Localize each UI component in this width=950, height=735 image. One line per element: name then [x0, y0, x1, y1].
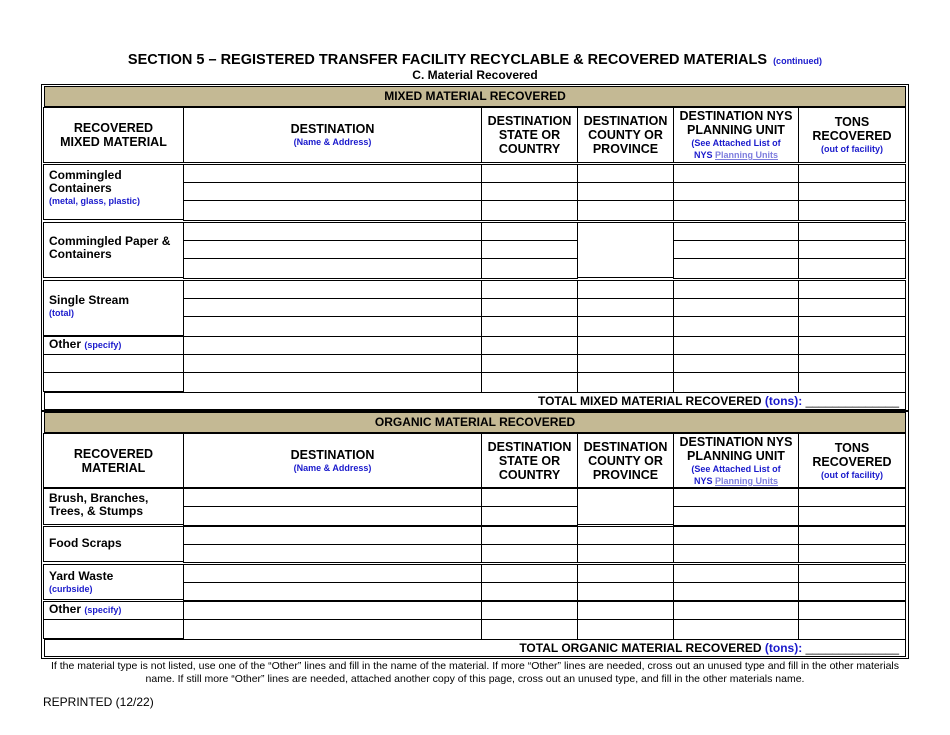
- mixed-county-cell[interactable]: [577, 222, 674, 278]
- mixed-destination-cell[interactable]: [183, 164, 482, 183]
- organic-state-cell[interactable]: [481, 601, 578, 620]
- mixed-planning-cell[interactable]: [673, 336, 799, 355]
- mixed-planning-cell[interactable]: [673, 258, 799, 279]
- mixed-planning-cell[interactable]: [673, 354, 799, 373]
- mixed-other-blank-1[interactable]: [43, 354, 184, 373]
- mixed-destination-cell[interactable]: [183, 182, 482, 201]
- mixed-tons-cell[interactable]: [798, 258, 906, 279]
- mixed-county-cell[interactable]: [577, 336, 674, 355]
- mixed-tons-cell[interactable]: [798, 298, 906, 317]
- organic-tons-cell[interactable]: [798, 544, 906, 563]
- mixed-destination-cell[interactable]: [183, 258, 482, 279]
- organic-col-state: DESTINATION STATE OR COUNTRY: [481, 433, 578, 488]
- mixed-tons-cell[interactable]: [798, 354, 906, 373]
- mixed-col-state: DESTINATION STATE OR COUNTRY: [481, 107, 578, 163]
- organic-destination-cell[interactable]: [183, 619, 482, 640]
- organic-destination-cell[interactable]: [183, 601, 482, 620]
- mixed-tons-cell[interactable]: [798, 280, 906, 299]
- mixed-category-commingled-containers: Commingled Containers (metal, glass, plastic): [43, 164, 184, 220]
- organic-tons-cell[interactable]: [798, 488, 906, 507]
- organic-planning-cell[interactable]: [673, 488, 799, 507]
- continued-label: (continued): [773, 56, 823, 66]
- organic-planning-cell[interactable]: [673, 544, 799, 563]
- organic-col-material: RECOVERED MATERIAL: [43, 433, 184, 488]
- mixed-col-planning: DESTINATION NYS PLANNING UNIT (See Attached List of NYS Planning Units: [673, 107, 799, 163]
- mixed-tons-cell[interactable]: [798, 336, 906, 355]
- planning-units-link[interactable]: Planning Units: [715, 475, 779, 486]
- mixed-destination-cell[interactable]: [183, 280, 482, 299]
- organic-destination-cell[interactable]: [183, 564, 482, 583]
- organic-col-destination: DESTINATION (Name & Address): [183, 433, 482, 488]
- mixed-destination-cell[interactable]: [183, 200, 482, 221]
- organic-tons-cell[interactable]: [798, 619, 906, 640]
- mixed-tons-cell[interactable]: [798, 222, 906, 241]
- mixed-county-cell[interactable]: [577, 280, 674, 299]
- reprint-label: REPRINTED (12/22): [43, 695, 154, 709]
- organic-county-cell[interactable]: [577, 526, 674, 545]
- section-title: [0, 51, 950, 69]
- planning-units-link[interactable]: Planning Units: [715, 150, 779, 160]
- section-title-text: SECTION 5 – REGISTERED TRANSFER FACILITY RECYCLABLE & RECOVERED MATERIALS: [127, 52, 768, 68]
- organic-tons-cell[interactable]: [798, 601, 906, 620]
- mixed-tons-cell[interactable]: [798, 372, 906, 393]
- mixed-col-destination: DESTINATION (Name & Address): [183, 107, 482, 163]
- mixed-state-cell[interactable]: [481, 182, 578, 201]
- mixed-county-cell[interactable]: [577, 298, 674, 317]
- organic-state-cell[interactable]: [481, 544, 578, 563]
- organic-total-input[interactable]: ______________: [805, 641, 899, 655]
- mixed-total-input[interactable]: ______________: [805, 394, 899, 408]
- mixed-state-cell[interactable]: [481, 316, 578, 337]
- mixed-planning-cell[interactable]: [673, 222, 799, 241]
- organic-county-cell[interactable]: [577, 488, 674, 525]
- organic-county-cell[interactable]: [577, 564, 674, 583]
- organic-total-row: TOTAL ORGANIC MATERIAL RECOVERED (tons): ______________: [44, 639, 906, 657]
- mixed-band: MIXED MATERIAL RECOVERED: [44, 86, 906, 107]
- organic-tons-cell[interactable]: [798, 564, 906, 583]
- mixed-col-material: RECOVERED MIXED MATERIAL: [43, 107, 184, 163]
- mixed-state-cell[interactable]: [481, 298, 578, 317]
- organic-category-food-scraps: Food Scraps: [43, 526, 184, 562]
- mixed-state-cell[interactable]: [481, 280, 578, 299]
- organic-state-cell[interactable]: [481, 582, 578, 601]
- mixed-destination-cell[interactable]: [183, 354, 482, 373]
- mixed-county-cell[interactable]: [577, 354, 674, 373]
- mixed-planning-cell[interactable]: [673, 280, 799, 299]
- section-subtitle: C. Material Recovered: [412, 68, 538, 82]
- mixed-state-cell[interactable]: [481, 354, 578, 373]
- organic-planning-cell[interactable]: [673, 601, 799, 620]
- organic-tons-cell[interactable]: [798, 526, 906, 545]
- mixed-planning-cell[interactable]: [673, 164, 799, 183]
- mixed-tons-cell[interactable]: [798, 182, 906, 201]
- organic-col-tons: TONS RECOVERED (out of facility): [798, 433, 906, 488]
- mixed-tons-cell[interactable]: [798, 316, 906, 337]
- mixed-destination-cell[interactable]: [183, 298, 482, 317]
- mixed-col-county: DESTINATION COUNTY OR PROVINCE: [577, 107, 674, 163]
- mixed-state-cell[interactable]: [481, 258, 578, 279]
- organic-planning-cell[interactable]: [673, 506, 799, 526]
- mixed-planning-cell[interactable]: [673, 316, 799, 337]
- organic-state-cell[interactable]: [481, 506, 578, 526]
- mixed-category-commingled-paper: Commingled Paper & Containers: [43, 222, 184, 278]
- organic-col-county: DESTINATION COUNTY OR PROVINCE: [577, 433, 674, 488]
- mixed-state-cell[interactable]: [481, 222, 578, 241]
- organic-band: ORGANIC MATERIAL RECOVERED: [44, 412, 906, 433]
- mixed-destination-cell[interactable]: [183, 240, 482, 259]
- mixed-county-cell[interactable]: [577, 164, 674, 183]
- mixed-state-cell[interactable]: [481, 372, 578, 393]
- organic-county-cell[interactable]: [577, 582, 674, 601]
- mixed-destination-cell[interactable]: [183, 336, 482, 355]
- organic-tons-cell[interactable]: [798, 582, 906, 601]
- organic-planning-cell[interactable]: [673, 564, 799, 583]
- organic-state-cell[interactable]: [481, 526, 578, 545]
- organic-planning-cell[interactable]: [673, 619, 799, 640]
- organic-destination-cell[interactable]: [183, 582, 482, 601]
- mixed-destination-cell[interactable]: [183, 316, 482, 337]
- organic-state-cell[interactable]: [481, 619, 578, 640]
- mixed-total-row: TOTAL MIXED MATERIAL RECOVERED (tons): ______________: [44, 392, 906, 410]
- organic-planning-cell[interactable]: [673, 526, 799, 545]
- organic-tons-cell[interactable]: [798, 506, 906, 526]
- organic-destination-cell[interactable]: [183, 526, 482, 545]
- mixed-planning-cell[interactable]: [673, 200, 799, 221]
- organic-county-cell[interactable]: [577, 601, 674, 620]
- organic-category-brush: Brush, Branches, Trees, & Stumps: [43, 488, 184, 525]
- mixed-tons-cell[interactable]: [798, 200, 906, 221]
- mixed-planning-cell[interactable]: [673, 182, 799, 201]
- mixed-category-single-stream: Single Stream (total): [43, 280, 184, 336]
- mixed-planning-cell[interactable]: [673, 298, 799, 317]
- mixed-state-cell[interactable]: [481, 240, 578, 259]
- organic-county-cell[interactable]: [577, 544, 674, 563]
- organic-other-blank-1[interactable]: [43, 619, 184, 639]
- mixed-destination-cell[interactable]: [183, 222, 482, 241]
- organic-state-cell[interactable]: [481, 488, 578, 507]
- organic-county-cell[interactable]: [577, 619, 674, 640]
- mixed-planning-cell[interactable]: [673, 240, 799, 259]
- instruction-note: If the material type is not listed, use one of the “Other” lines and fill in the name of the material. If more “Other” lines are needed, cross out an unused type and fill in the other materials name. If still more “Other” lines are needed, attached another copy of this page, cross out an unused type, and fill in the other materials name.: [50, 660, 900, 685]
- organic-planning-cell[interactable]: [673, 582, 799, 601]
- organic-destination-cell[interactable]: [183, 544, 482, 563]
- mixed-county-cell[interactable]: [577, 372, 674, 393]
- mixed-state-cell[interactable]: [481, 200, 578, 221]
- mixed-destination-cell[interactable]: [183, 372, 482, 393]
- mixed-col-tons: TONS RECOVERED (out of facility): [798, 107, 906, 163]
- mixed-state-cell[interactable]: [481, 164, 578, 183]
- mixed-category-other: Other (specify): [43, 336, 184, 355]
- mixed-county-cell[interactable]: [577, 316, 674, 337]
- mixed-other-blank-2[interactable]: [43, 372, 184, 392]
- organic-category-other: Other (specify): [43, 601, 184, 620]
- organic-destination-cell[interactable]: [183, 506, 482, 526]
- organic-destination-cell[interactable]: [183, 488, 482, 507]
- mixed-tons-cell[interactable]: [798, 240, 906, 259]
- mixed-county-cell[interactable]: [577, 200, 674, 221]
- mixed-planning-cell[interactable]: [673, 372, 799, 393]
- mixed-state-cell[interactable]: [481, 336, 578, 355]
- organic-col-planning: DESTINATION NYS PLANNING UNIT (See Attached List of NYS Planning Units: [673, 433, 799, 488]
- mixed-tons-cell[interactable]: [798, 164, 906, 183]
- organic-state-cell[interactable]: [481, 564, 578, 583]
- organic-category-yard-waste: Yard Waste (curbside): [43, 564, 184, 600]
- mixed-county-cell[interactable]: [577, 182, 674, 201]
